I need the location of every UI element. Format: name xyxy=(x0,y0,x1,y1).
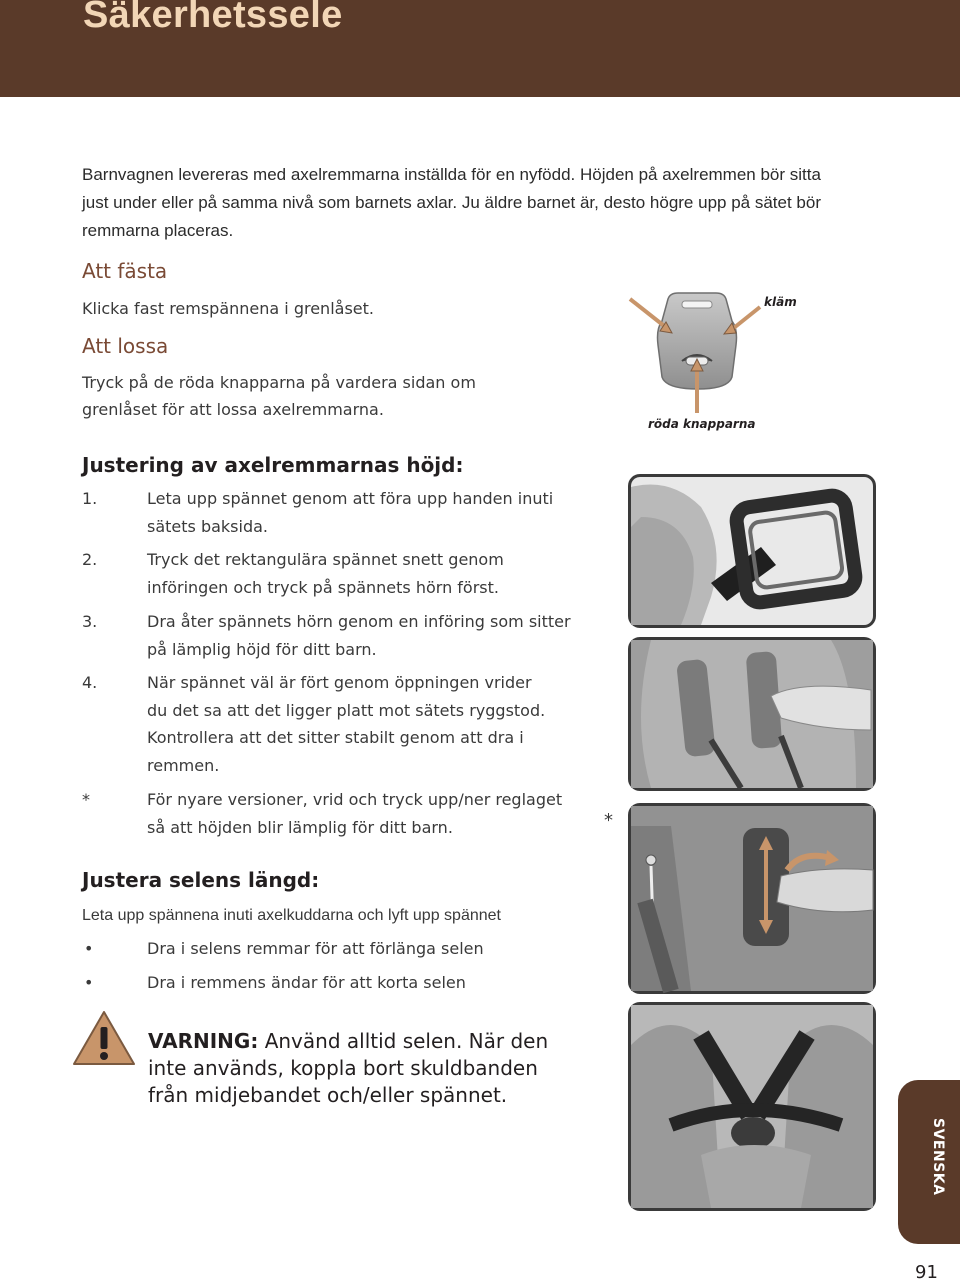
step-line: införingen och tryck på spännets hörn först. xyxy=(147,577,499,597)
slider-adjust-illustration xyxy=(631,806,873,991)
length-adjust-intro: Leta upp spännena inuti axelkuddarna och lyft upp spännet xyxy=(82,907,501,924)
step-line: Kontrollera att det sitter stabilt genom att dra i xyxy=(147,728,524,747)
step-line: Leta upp spännet genom att föra upp handen inuti xyxy=(147,489,554,508)
step-line: remmen. xyxy=(147,755,220,775)
photo-buckle-in-hand xyxy=(628,474,876,628)
step-text xyxy=(147,608,577,663)
warning-line xyxy=(148,1028,558,1055)
step-line: Dra åter spännets hörn genom en införing som sitter xyxy=(147,612,571,631)
step-text xyxy=(147,546,577,601)
photo-seat-back xyxy=(628,637,876,791)
squeeze-label: kläm xyxy=(764,295,797,309)
fasten-text: Klicka fast remspännena i grenlåset. xyxy=(82,299,374,318)
step-text xyxy=(147,485,577,540)
step-line: sätets baksida. xyxy=(147,516,269,536)
step-text xyxy=(147,669,577,779)
length-bullet-text: Dra i selens remmar för att förlänga selen xyxy=(147,939,484,958)
language-tab-text: SVENSKA xyxy=(930,1118,946,1196)
star-marker: * xyxy=(604,810,613,831)
bullet-dot: • xyxy=(84,939,94,958)
bullet-dot: • xyxy=(84,973,94,992)
warning-text xyxy=(148,1028,558,1109)
intro-line: Barnvagnen levereras med axelremmarna inställda för en nyfödd. Höjden på axelremmen bör sitta xyxy=(82,165,821,184)
intro-line: just under eller på samma nivå som barnets axlar. Ju äldre barnet är, desto högre upp på sätet bör xyxy=(82,193,821,212)
release-heading: Att lossa xyxy=(82,334,169,358)
fasten-heading: Att fästa xyxy=(82,259,168,283)
step-number: 3. xyxy=(82,612,98,631)
step-number: 2. xyxy=(82,550,98,569)
release-line: grenlåset för att lossa axelremmarna. xyxy=(82,400,384,419)
step-number: 4. xyxy=(82,673,98,692)
step-number: * xyxy=(82,790,90,809)
release-text xyxy=(82,369,476,423)
warning-text-part: Använd alltid selen. När den xyxy=(258,1029,549,1053)
step-text xyxy=(147,786,577,841)
red-buttons-label: röda knapparna xyxy=(648,417,756,431)
seat-back-illustration xyxy=(631,640,873,788)
warning-label: VARNING: xyxy=(148,1029,259,1053)
step-number: 1. xyxy=(82,489,98,508)
step-line: Tryck det rektangulära spännet snett genom xyxy=(147,550,504,569)
warning-triangle-icon xyxy=(72,1010,136,1066)
step-line: När spännet väl är fört genom öppningen vrider xyxy=(147,673,532,692)
photo-slider-adjust xyxy=(628,803,876,994)
child-harness-illustration xyxy=(631,1005,873,1208)
page-header xyxy=(0,0,960,97)
language-tab-label xyxy=(915,1118,946,1208)
buckle-figure xyxy=(620,285,820,435)
intro-line: remmarna placeras. xyxy=(82,221,234,240)
page-number: 91 xyxy=(915,1262,938,1283)
step-line: du det sa att det ligger platt mot sätets ryggstod. xyxy=(147,700,546,720)
photo-child-harness xyxy=(628,1002,876,1211)
release-line: Tryck på de röda knapparna på vardera sidan om xyxy=(82,373,476,392)
step-line: på lämplig höjd för ditt barn. xyxy=(147,639,377,659)
length-bullet-text: Dra i remmens ändar för att korta selen xyxy=(147,973,466,992)
height-adjust-heading: Justering av axelremmarnas höjd: xyxy=(82,453,464,477)
warning-line: från midjebandet och/eller spännet. xyxy=(148,1083,508,1107)
step-line: så att höjden blir lämplig för ditt barn. xyxy=(147,817,453,837)
language-tab xyxy=(898,1080,960,1244)
page-title: Säkerhetssele xyxy=(83,0,343,36)
length-adjust-heading: Justera selens längd: xyxy=(82,868,320,892)
intro-paragraph xyxy=(82,161,862,245)
buckle-hand-illustration xyxy=(631,477,873,625)
warning-line: inte används, koppla bort skuldbanden xyxy=(148,1056,538,1080)
step-line: För nyare versioner, vrid och tryck upp/ner reglaget xyxy=(147,790,563,809)
